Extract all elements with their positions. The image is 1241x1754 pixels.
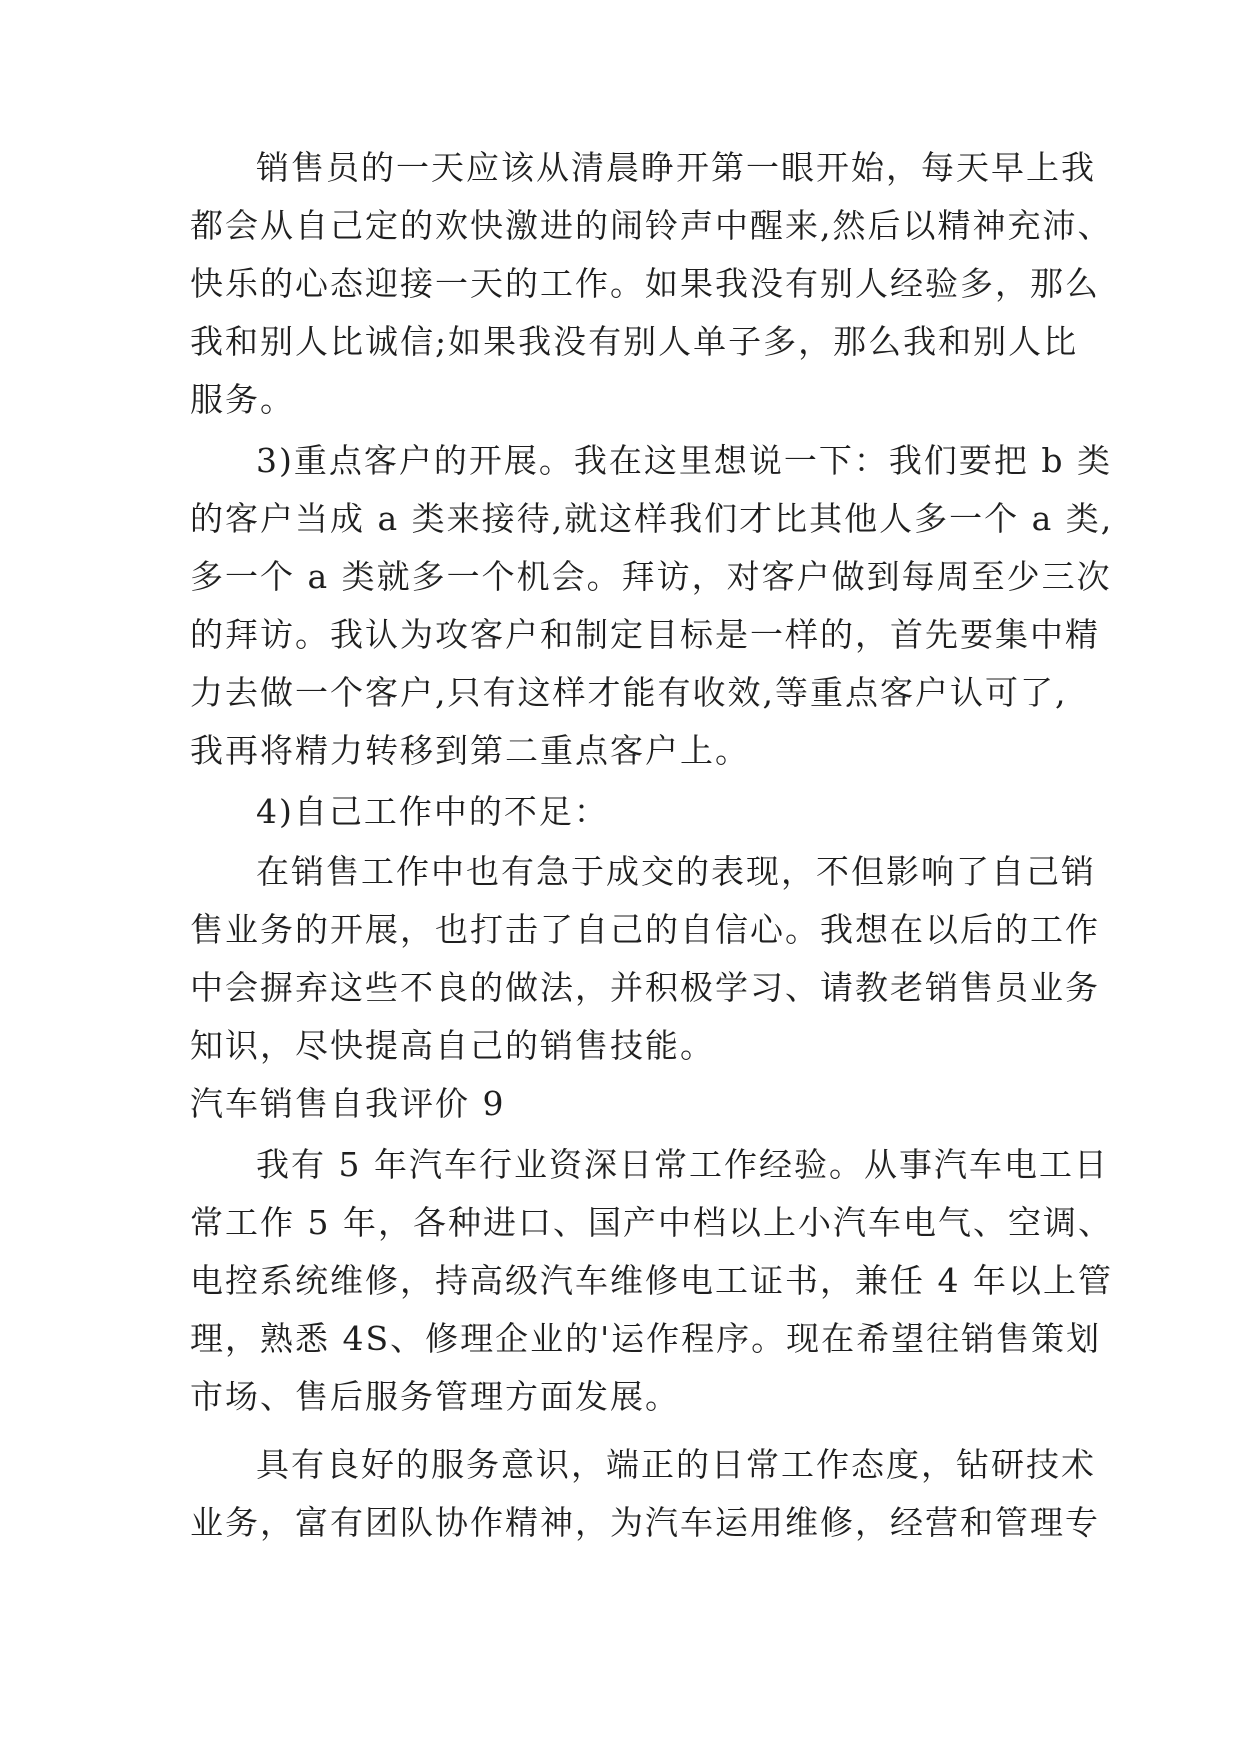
paragraph-line: 具有良好的服务意识，端正的日常工作态度，钻研技术: [256, 1445, 1096, 1484]
paragraph-line: 市场、售后服务管理方面发展。: [190, 1377, 680, 1416]
paragraph-line: 常工作 5 年，各种进口、国产中档以上小汽车电气、空调、: [190, 1203, 1113, 1242]
paragraph-line: 3)重点客户的开展。我在这里想说一下：我们要把 b 类: [256, 441, 1112, 480]
paragraph-line: 业务，富有团队协作精神，为汽车运用维修，经营和管理专: [190, 1503, 1100, 1542]
paragraph-line: 我和别人比诚信;如果我没有别人单子多，那么我和别人比: [190, 322, 1079, 361]
paragraph-line: 的拜访。我认为攻客户和制定目标是一样的，首先要集中精: [190, 615, 1100, 654]
paragraph-line: 快乐的心态迎接一天的工作。如果我没有别人经验多，那么: [190, 264, 1100, 303]
paragraph-line: 在销售工作中也有急于成交的表现，不但影响了自己销: [256, 852, 1096, 891]
paragraph-line: 的客户当成 a 类来接待,就这样我们才比其他人多一个 a 类,: [190, 499, 1114, 538]
paragraph-line: 力去做一个客户,只有这样才能有收效,等重点客户认可了,: [190, 673, 1068, 712]
paragraph-line: 多一个 a 类就多一个机会。拜访，对客户做到每周至少三次: [190, 557, 1112, 596]
paragraph-line: 销售员的一天应该从清晨睁开第一眼开始，每天早上我: [256, 148, 1096, 187]
paragraph-line: 中会摒弃这些不良的做法，并积极学习、请教老销售员业务: [190, 968, 1100, 1007]
paragraph-line: 我有 5 年汽车行业资深日常工作经验。从事汽车电工日: [256, 1145, 1109, 1184]
paragraph-line: 都会从自己定的欢快激进的闹铃声中醒来,然后以精神充沛、: [190, 206, 1113, 245]
paragraph-line: 知识，尽快提高自己的销售技能。: [190, 1026, 715, 1065]
paragraph-line: 电控系统维修，持高级汽车维修电工证书，兼任 4 年以上管: [190, 1261, 1113, 1300]
paragraph-line: 理，熟悉 4S、修理企业的'运作程序。现在希望往销售策划: [190, 1319, 1102, 1358]
paragraph-line: 4)自己工作中的不足：: [256, 792, 609, 831]
paragraph-line: 售业务的开展，也打击了自己的自信心。我想在以后的工作: [190, 910, 1100, 949]
paragraph-line: 我再将精力转移到第二重点客户上。: [190, 731, 750, 770]
paragraph-line: 服务。: [190, 380, 295, 419]
section-heading: 汽车销售自我评价 9: [190, 1084, 506, 1123]
